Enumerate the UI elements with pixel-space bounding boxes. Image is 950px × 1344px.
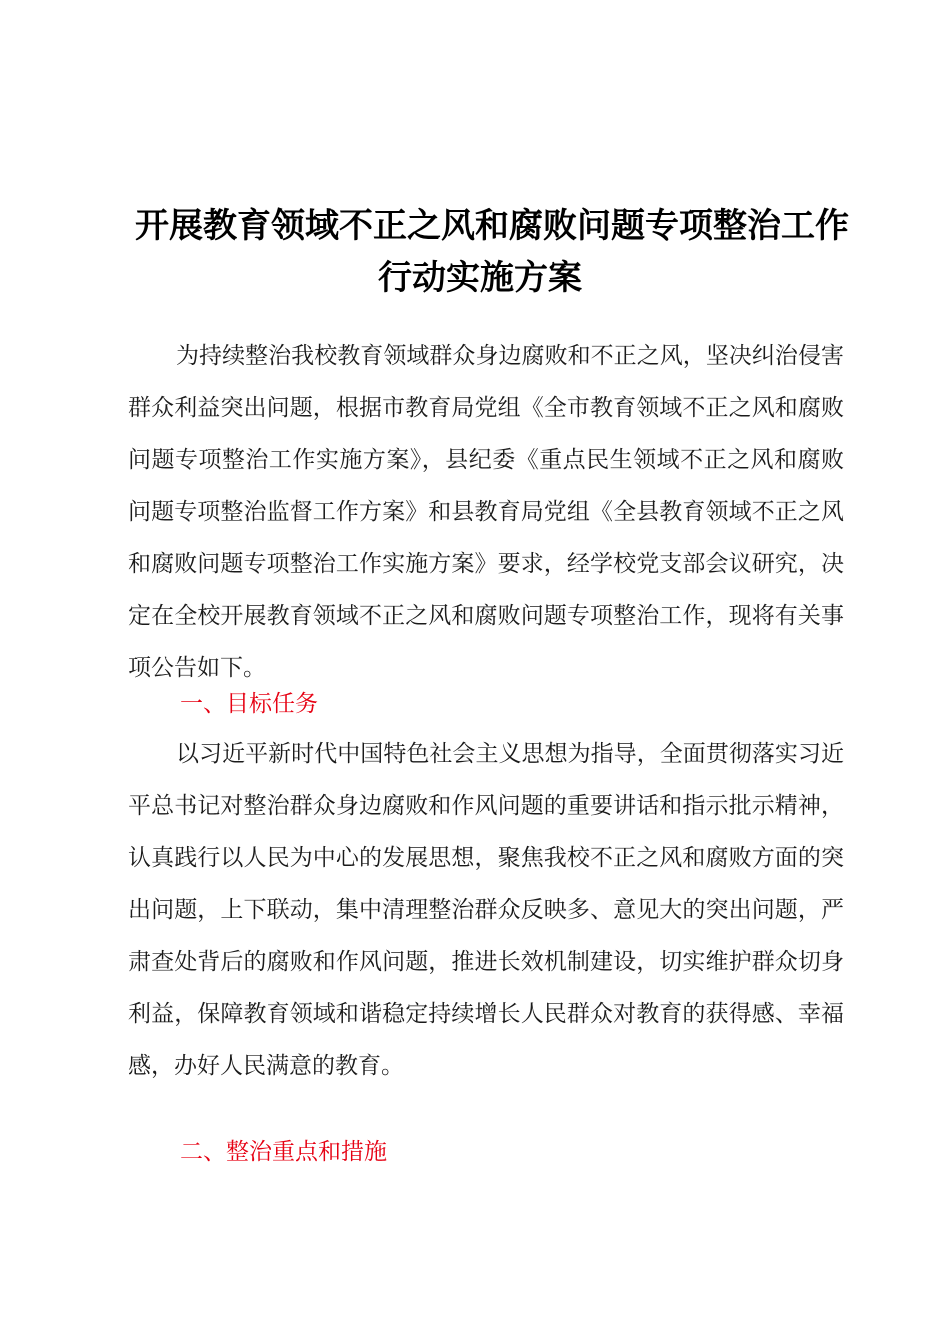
- goals-paragraph: 以习近平新时代中国特色社会主义思想为指导，全面贯彻落实习近平总书记对整治群众身边腐败和作风问题的重要讲话和指示批示精神，认真践行以人民为中心的发展思想，聚焦我校不正之风和腐败方面的突出问题，上下联动，集中清理整治群众反映多、意见大的突出问题，严肃查处背后的腐败和作风问题，推进长效机制建设，切实维护群众切身利益，保障教育领域和谐稳定持续增长人民群众对教育的获得感、幸福感，办好人民满意的教育。: [128, 741, 844, 1079]
- section-heading-goals: 一、目标任务: [180, 691, 318, 717]
- document-title-line-2: 行动实施方案: [378, 258, 582, 298]
- intro-paragraph: 为持续整治我校教育领域群众身边腐败和不正之风，坚决纠治侵害群众利益突出问题，根据市教育局党组《全市教育领域不正之风和腐败问题专项整治工作实施方案》，县纪委《重点民生领域不正之风和腐败问题专项整治监督工作方案》和县教育局党组《全县教育领域不正之风和腐败问题专项整治工作实施方案》要求，经学校党支部会议研究，决定在全校开展教育领域不正之风和腐败问题专项整治工作，现将有关事项公告如下。: [128, 343, 844, 681]
- document-title-line-1: 开展教育领域不正之风和腐败问题专项整治工作: [135, 206, 849, 246]
- section-heading-measures: 二、整治重点和措施: [180, 1139, 387, 1165]
